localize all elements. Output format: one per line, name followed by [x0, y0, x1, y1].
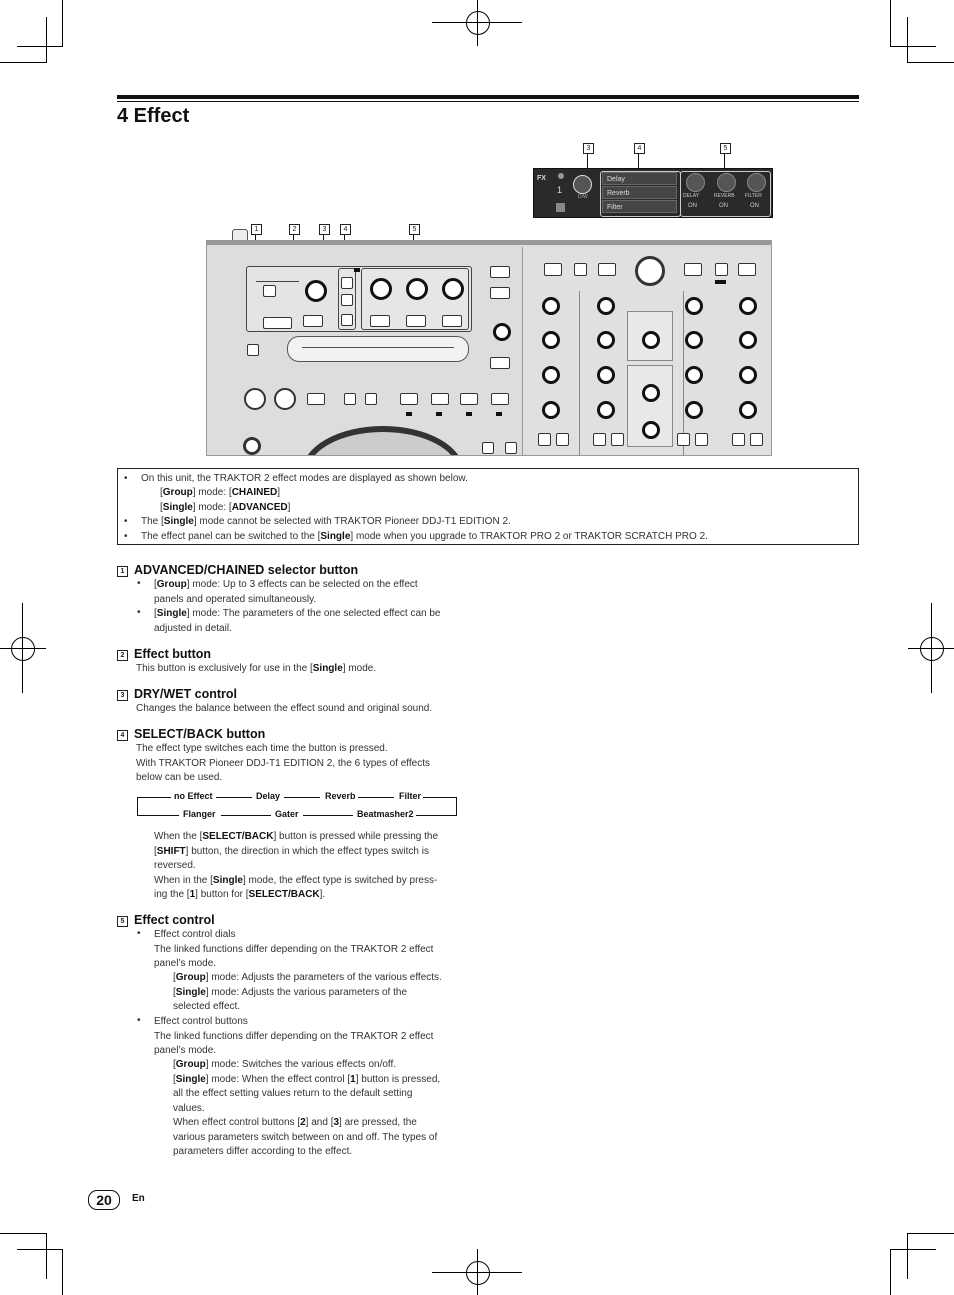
- crop-mark: [62, 1249, 63, 1295]
- select-back-button-1[interactable]: [341, 277, 353, 289]
- note-line: The [Single] mode cannot be selected with TRAKTOR Pioneer DDJ-T1 EDITION 2.: [141, 516, 511, 527]
- effect-dial-3[interactable]: [442, 278, 464, 300]
- crop-mark: [0, 1233, 46, 1234]
- hw-callout-3: 3: [319, 224, 330, 235]
- registration-mark: [920, 637, 944, 661]
- crop-mark: [17, 46, 63, 47]
- header-rule: [117, 95, 859, 99]
- page-title: 4 Effect: [117, 105, 190, 127]
- drywet-knob[interactable]: [573, 175, 592, 194]
- registration-mark: [22, 603, 23, 693]
- section-4-heading: 4 SELECT/BACK button: [117, 727, 265, 741]
- knob-label: DELAY: [683, 193, 700, 199]
- effect-control-button-2[interactable]: [406, 315, 426, 327]
- effect-dial-2[interactable]: [406, 278, 428, 300]
- knob-label: FILTER: [745, 193, 762, 199]
- section-5-text: [Group] mode: Switches the various effects on/off. [Single] mode: When the effect control [1] button is pressed, all the effect setting values return to the default setting values. When effect control buttons [2] and [3] are pressed, the various parameters switch between on and off. The types of parameters differ according to the effect.: [173, 1059, 441, 1157]
- effect-select-2[interactable]: Reverb: [602, 186, 677, 199]
- crop-mark: [890, 1249, 936, 1250]
- tap-button[interactable]: [263, 317, 292, 329]
- hw-callout-1: 1: [251, 224, 262, 235]
- effect-control-button-3[interactable]: [442, 315, 462, 327]
- effect-select-1[interactable]: Delay: [602, 172, 677, 185]
- effect-button[interactable]: [303, 315, 323, 327]
- registration-mark: [931, 603, 932, 693]
- section-5-heading: 5 Effect control: [117, 913, 215, 927]
- knob-label: REVERB: [714, 193, 735, 199]
- effect-knob-1[interactable]: [686, 173, 705, 192]
- hw-callout-2: 2: [289, 224, 300, 235]
- section-5-text: [Group] mode: Adjusts the parameters of the various effects. [Single] mode: Adjusts the various parameters of the selected effect.: [173, 972, 442, 1012]
- ddj-t1-hardware-illustration: [206, 240, 772, 456]
- effect-knob-3[interactable]: [747, 173, 766, 192]
- note-line: The effect panel can be switched to the [Single] mode when you upgrade to TRAKTOR PRO 2 or TRAKTOR SCRATCH PRO 2.: [141, 531, 708, 542]
- hw-callout-5: 5: [409, 224, 420, 235]
- section-1-text: [Group] mode: Up to 3 effects can be selected on the effect panels and operated simultaneously.: [154, 579, 418, 605]
- crop-mark: [907, 1233, 908, 1279]
- note-line: [Group] mode: [CHAINED]: [160, 487, 281, 498]
- crop-mark: [46, 1233, 47, 1279]
- flow-delay: Delay: [256, 791, 281, 801]
- language-label: En: [132, 1193, 145, 1204]
- section-4-text: The effect type switches each time the button is pressed. With TRAKTOR Pioneer DDJ-T1 EDITION 2, the 6 types of effects below can be used.: [136, 743, 430, 783]
- advanced-chained-button[interactable]: [263, 285, 276, 297]
- section-4-text: When the [SELECT/BACK] button is pressed while pressing the [SHIFT] button, the direction in which the effect types switch is reversed. When in the [Single] mode, the effect type is switched by press- ing the [1] button for [SELECT/BACK].: [154, 831, 439, 900]
- section-5-text: Effect control dials The linked functions differ depending on the TRAKTOR 2 effect panel’s mode.: [154, 929, 434, 969]
- flow-no-effect: no Effect: [174, 791, 213, 801]
- section-1-heading: 1 ADVANCED/CHAINED selector button: [117, 563, 358, 577]
- registration-mark: [477, 0, 478, 46]
- crop-mark: [907, 62, 954, 63]
- crop-mark: [907, 1233, 954, 1234]
- note-line: [Single] mode: [ADVANCED]: [160, 502, 291, 513]
- registration-mark: [11, 637, 35, 661]
- hw-callout-4: 4: [340, 224, 351, 235]
- save-icon[interactable]: [556, 203, 565, 212]
- crop-mark: [17, 1249, 63, 1250]
- crop-mark: [890, 46, 936, 47]
- crop-mark: [46, 17, 47, 63]
- section-3-text: Changes the balance between the effect sound and original sound.: [136, 703, 433, 714]
- registration-mark: [477, 1249, 478, 1295]
- flow-gater: Gater: [275, 809, 299, 819]
- on-button-1[interactable]: ON: [688, 203, 697, 209]
- traktor-effect-panel: [533, 168, 773, 218]
- drywet-label: D/W: [578, 194, 588, 200]
- crop-mark: [62, 0, 63, 46]
- section-3-heading: 3 DRY/WET control: [117, 687, 237, 701]
- callout-4: 4: [634, 143, 645, 154]
- page-number: 20: [88, 1190, 120, 1210]
- crop-mark: [890, 0, 891, 46]
- deck-number: 1: [557, 185, 563, 195]
- section-5-text: Effect control buttons The linked functions differ depending on the TRAKTOR 2 effect panel’s mode.: [154, 1016, 434, 1056]
- on-button-2[interactable]: ON: [719, 203, 728, 209]
- crop-mark: [907, 17, 908, 63]
- section-2-text: This button is exclusively for use in the [Single] mode.: [136, 663, 377, 674]
- shift-button[interactable]: [247, 344, 259, 356]
- crop-mark: [890, 1249, 891, 1295]
- registration-mark: [466, 1261, 490, 1285]
- effect-dial-1[interactable]: [370, 278, 392, 300]
- section-2-heading: 2 Effect button: [117, 647, 211, 661]
- effect-control-button-1[interactable]: [370, 315, 390, 327]
- note-box: • On this unit, the TRAKTOR 2 effect modes are displayed as shown below. [Group] mode: [CHAINED] [Single] mode: [ADVANCED] • The [Single] mode cannot be selected with TRAKTOR Pioneer DDJ-T1 EDITION 2. • The effect panel can be switched to the [Single] mode when you upgrade to TRAKTOR PRO 2 or TRAKTOR SCRATCH PRO 2.: [117, 468, 859, 545]
- effect-select-3[interactable]: Filter: [602, 200, 677, 213]
- on-button-3[interactable]: ON: [750, 203, 759, 209]
- flow-beatmasher2: Beatmasher2: [357, 809, 414, 819]
- select-back-button-3[interactable]: [341, 314, 353, 326]
- fx-label: FX: [537, 175, 546, 182]
- flow-reverb: Reverb: [325, 791, 356, 801]
- section-1-text: [Single] mode: The parameters of the one selected effect can be adjusted in detail.: [154, 608, 441, 634]
- header-rule: [117, 101, 859, 102]
- registration-mark: [0, 648, 46, 649]
- select-back-button-2[interactable]: [341, 294, 353, 306]
- flow-filter: Filter: [399, 791, 422, 801]
- effect-knob-2[interactable]: [717, 173, 736, 192]
- flow-flanger: Flanger: [183, 809, 216, 819]
- drywet-knob[interactable]: [305, 280, 327, 302]
- note-line: On this unit, the TRAKTOR 2 effect modes are displayed as shown below.: [141, 473, 468, 484]
- crop-mark: [0, 62, 46, 63]
- registration-mark: [466, 11, 490, 35]
- callout-3: 3: [583, 143, 594, 154]
- callout-5: 5: [720, 143, 731, 154]
